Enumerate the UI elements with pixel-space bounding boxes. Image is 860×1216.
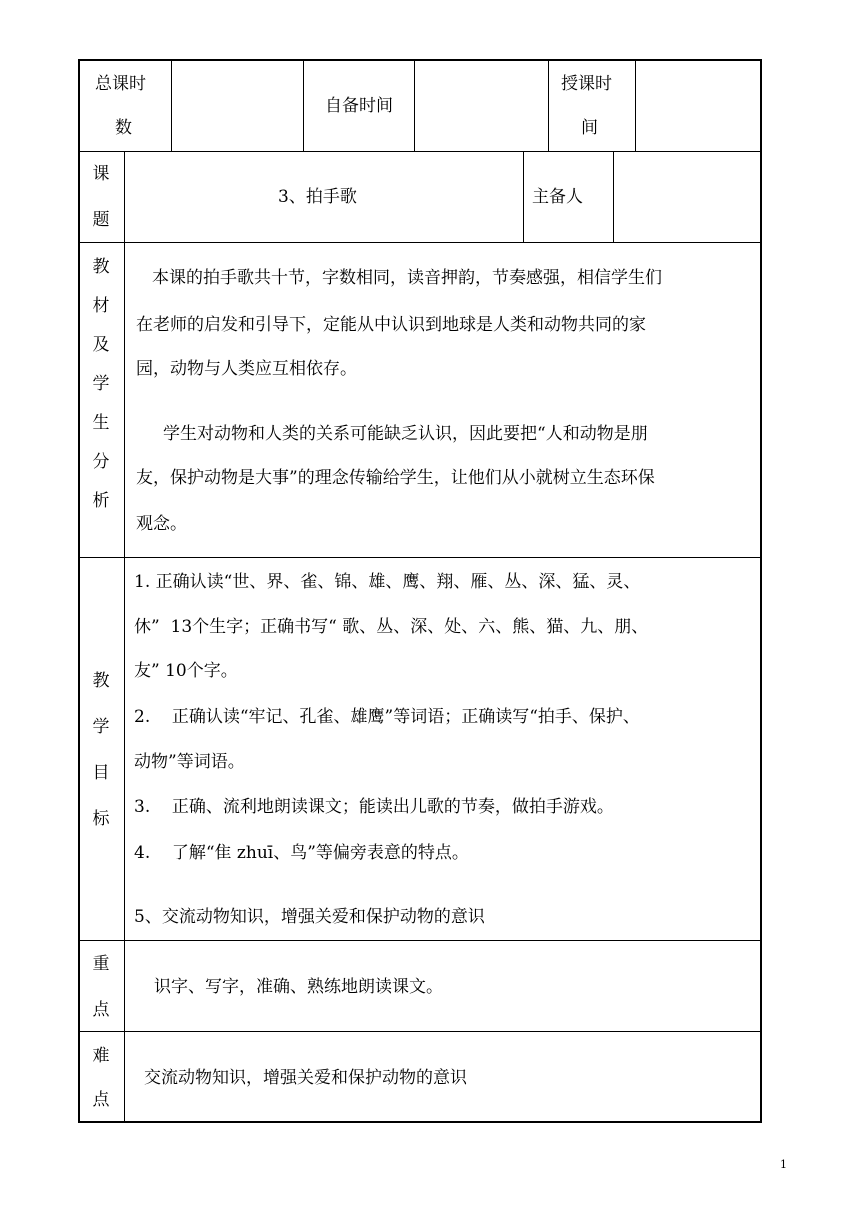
analysis-line: 友，保护动物是大事”的理念传输给学生，让他们从小就树立生态环保 <box>136 468 655 488</box>
difficulties-label <box>89 1048 113 1109</box>
col-divider <box>414 59 415 151</box>
label-char: 点 <box>92 1000 110 1020</box>
label-char: 标 <box>92 809 110 829</box>
objective-line: 2. 正确认读“牢记、孔雀、雄鹰”等词语；正确读写“拍手、保护、 <box>134 707 640 727</box>
col-divider <box>613 151 614 242</box>
label-char: 点 <box>92 1090 110 1110</box>
label-char: 难 <box>92 1046 110 1066</box>
label-char: 材 <box>92 296 110 316</box>
objective-line: 1. 正确认读“世、界、雀、锦、雄、鹰、翔、雁、丛、深、猛、灵、 <box>134 572 641 592</box>
col-divider <box>171 59 172 151</box>
analysis-line: 本课的拍手歌共十节，字数相同，读音押韵，节奏感强，相信学生们 <box>152 268 662 288</box>
col-divider <box>523 151 524 242</box>
row-divider <box>78 242 762 243</box>
objective-line: 动物”等词语。 <box>134 752 245 772</box>
objective-line: 4. 了解“隹 zhuī、鸟”等偏旁表意的特点。 <box>134 843 469 863</box>
analysis-line: 观念。 <box>136 514 187 534</box>
label-char: 教 <box>92 671 110 691</box>
label-char: 及 <box>92 335 110 355</box>
total-hours-label-cont: 数 <box>115 118 132 138</box>
objective-line: 休” 13个生字；正确书写“ 歌、丛、深、处、六、熊、猫、九、朋、 <box>134 617 649 637</box>
analysis-line: 在老师的启发和引导下，定能从中认识到地球是人类和动物共同的家 <box>136 315 646 335</box>
lesson-title: 3、拍手歌 <box>278 187 357 207</box>
row-divider <box>78 557 762 558</box>
objective-line: 5、交流动物知识，增强关爱和保护动物的意识 <box>134 907 485 927</box>
total-hours-label: 总课时 <box>95 74 146 94</box>
analysis-label <box>89 259 113 510</box>
analysis-line: 学生对动物和人类的关系可能缺乏认识，因此要把“人和动物是朋 <box>163 424 648 444</box>
difficulties-text: 交流动物知识，增强关爱和保护动物的意识 <box>144 1068 467 1088</box>
col-divider <box>548 59 549 151</box>
analysis-line: 园，动物与人类应互相依存。 <box>136 359 357 379</box>
teach-time-label-cont: 间 <box>581 118 598 138</box>
objective-line: 友” 10个字。 <box>134 661 238 681</box>
label-char: 目 <box>92 763 110 783</box>
objective-line: 3. 正确、流利地朗读课文；能读出儿歌的节奏，做拍手游戏。 <box>134 797 614 817</box>
row-divider <box>78 151 762 152</box>
page-number: 1 <box>780 1158 787 1171</box>
key-points-label <box>89 956 113 1019</box>
prep-time-label: 自备时间 <box>325 96 393 116</box>
label-char: 学 <box>92 374 110 394</box>
label-char: 学 <box>92 717 110 737</box>
label-char: 生 <box>92 413 110 433</box>
title-row-label <box>89 166 113 229</box>
label-char: 分 <box>92 452 110 472</box>
label-col-divider <box>124 151 125 1123</box>
label-char: 析 <box>92 491 110 511</box>
label-char: 课 <box>92 164 110 184</box>
label-char: 重 <box>92 954 110 974</box>
row-divider <box>78 940 762 941</box>
lead-preparer-label: 主备人 <box>532 187 583 207</box>
key-points-text: 识字、写字，准确、熟练地朗读课文。 <box>154 977 443 997</box>
teach-time-label: 授课时 <box>561 74 612 94</box>
col-divider <box>303 59 304 151</box>
row-divider <box>78 1031 762 1032</box>
label-char: 题 <box>92 210 110 230</box>
label-char: 教 <box>92 257 110 277</box>
objectives-label <box>89 673 113 828</box>
col-divider <box>635 59 636 151</box>
